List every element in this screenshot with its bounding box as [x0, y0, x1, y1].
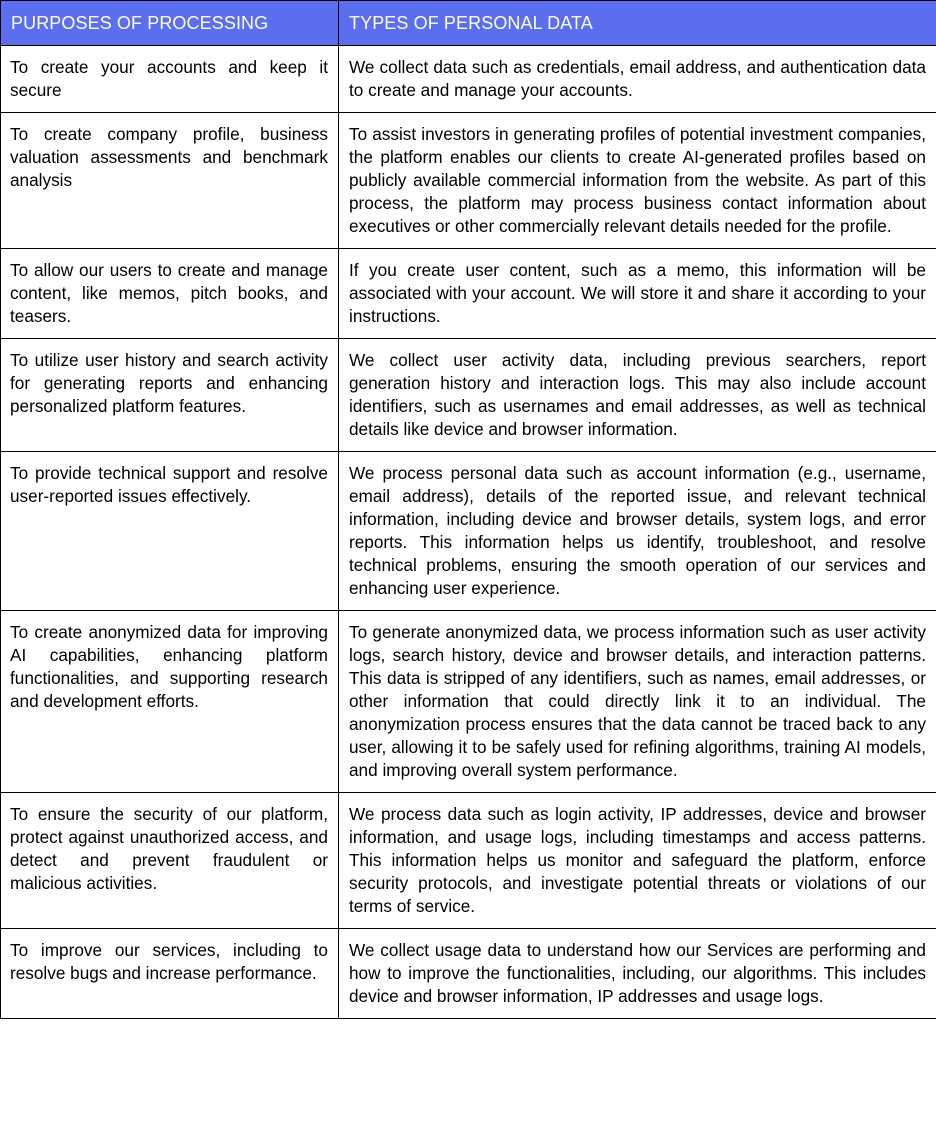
table-header-row: [1, 1, 936, 46]
table-row: [1, 46, 936, 113]
table-row: [1, 929, 936, 1019]
header-data-types: TYPES OF PERSONAL DATA: [339, 1, 936, 46]
table-row: [1, 452, 936, 611]
purpose-cell: To create anonymized data for improving AI capabilities, enhancing platform functionalities, and supporting research and development efforts.: [1, 611, 339, 793]
purpose-cell: To ensure the security of our platform, protect against unauthorized access, and detect and prevent fraudulent or malicious activities.: [1, 793, 339, 929]
header-purposes: PURPOSES OF PROCESSING: [1, 1, 339, 46]
data-cell: We collect usage data to understand how our Services are performing and how to improve the functionalities, including, our algorithms. This includes device and browser information, IP addresses and usage logs.: [339, 929, 936, 1019]
purpose-cell: To create your accounts and keep it secure: [1, 46, 339, 113]
table-row: [1, 611, 936, 793]
data-cell: We collect user activity data, including previous searchers, report generation history and interaction logs. This may also include account identifiers, such as usernames and email addresses, as well as technical details like device and browser information.: [339, 339, 936, 452]
data-cell: To generate anonymized data, we process information such as user activity logs, search history, device and browser details, and interaction patterns. This data is stripped of any identifiers, such as names, email addresses, or other information that could directly link it to an individual. The anonymization process ensures that the data cannot be traced back to any user, allowing it to be safely used for refining algorithms, training AI models, and improving overall system performance.: [339, 611, 936, 793]
data-cell: If you create user content, such as a memo, this information will be associated with your account. We will store it and share it according to your instructions.: [339, 249, 936, 339]
purpose-cell: To utilize user history and search activity for generating reports and enhancing personalized platform features.: [1, 339, 339, 452]
data-cell: We collect data such as credentials, email address, and authentication data to create and manage your accounts.: [339, 46, 936, 113]
data-cell: To assist investors in generating profiles of potential investment companies, the platform enables our clients to create AI-generated profiles based on publicly available commercial information from the website. As part of this process, the platform may process business contact information about executives or other commercially relevant details needed for the profile.: [339, 113, 936, 249]
table-row: [1, 793, 936, 929]
purpose-cell: To create company profile, business valuation assessments and benchmark analysis: [1, 113, 339, 249]
purpose-cell: To improve our services, including to resolve bugs and increase performance.: [1, 929, 339, 1019]
data-cell: We process data such as login activity, IP addresses, device and browser information, and usage logs, including timestamps and access patterns. This information helps us monitor and safeguard the platform, enforce security protocols, and investigate potential threats or violations of our terms of service.: [339, 793, 936, 929]
purpose-cell: To allow our users to create and manage content, like memos, pitch books, and teasers.: [1, 249, 339, 339]
table-row: [1, 113, 936, 249]
purpose-cell: To provide technical support and resolve user-reported issues effectively.: [1, 452, 339, 611]
table-row: [1, 339, 936, 452]
data-cell: We process personal data such as account information (e.g., username, email address), details of the reported issue, and relevant technical information, including device and browser details, system logs, and error reports. This information helps us identify, troubleshoot, and resolve technical problems, ensuring the smooth operation of our services and enhancing user experience.: [339, 452, 936, 611]
table-row: [1, 249, 936, 339]
